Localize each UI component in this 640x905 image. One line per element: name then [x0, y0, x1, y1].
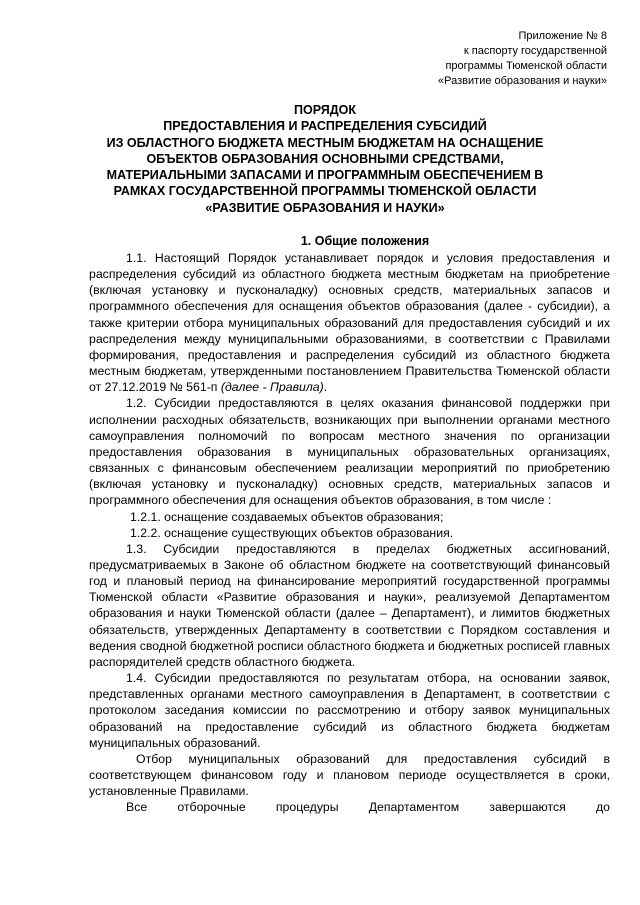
paragraph-1-2: 1.2. Субсидии предоставляются в целях оказания финансовой поддержки при исполнении расходных обязательств, возникающих при выполнении органами местного самоуправления полномочий по вопросам местного значения по организации предоставления образования в муниципальных образовательных организациях, связанных с финансовым обеспечением реализации мероприятий по приобретению (включая установку и пусконаладку) основных средств, материальных запасов и программного обеспечения для оснащения объектов образования, в том числе : — [89, 396, 610, 508]
paragraph-1-4: 1.4. Субсидии предоставляются по результатам отбора, на основании заявок, представленных органами местного самоуправления в Департамент, в соответствии с протоколом заседания комиссии по рассмотрению и отбору заявок муниципальных образований на предоставление субсидий из областного бюджета бюджетам муниципальных образований. — [89, 671, 610, 750]
title-line: РАМКАХ ГОСУДАРСТВЕННОЙ ПРОГРАММЫ ТЮМЕНСКОЙ ОБЛАСТИ — [113, 184, 537, 199]
annex-line: программы Тюменской области — [445, 60, 607, 72]
paragraph-selection: Отбор муниципальных образований для предоставления субсидий в соответствующем финансовом году и плановом периоде осуществляется в сроки, установленные Правилами. — [89, 751, 610, 799]
title-line: «РАЗВИТИЕ ОБРАЗОВАНИЯ И НАУКИ» — [205, 200, 445, 215]
document-body — [89, 250, 610, 815]
annex-line: Приложение № 8 — [518, 30, 607, 42]
paragraph-1-1-italic: (далее - Правила) — [220, 380, 324, 395]
title-line: ПОРЯДОК — [294, 103, 356, 117]
paragraph-1-1-text: 1.1. Настоящий Порядок устанавливает порядок и условия предоставления и распределения субсидий из областного бюджета местным бюджетам на приобретение (включая установку и пусконаладку) основных средств, материальных запасов и программного обеспечения для оснащения объектов образования (далее - субсидии), а также критерии отбора муниципальных образований для предоставления субсидий и их распределения между муниципальными образованиями, в соответствии с Правилами формирования, предоставления и распределения субсидий из областного бюджета местным бюджетам, утвержденными постановлением Правительства Тюменской области от 27.12.2019 № 561-п — [89, 251, 610, 395]
paragraph-last: Все отборочные процедуры Департаментом завершаются до — [126, 800, 610, 815]
annex-line: «Развитие образования и науки» — [438, 75, 607, 87]
section-heading: 1. Общие положения — [300, 234, 430, 248]
title-line: ИЗ ОБЛАСТНОГО БЮДЖЕТА МЕСТНЫМ БЮДЖЕТАМ НА ОСНАЩЕНИЕ — [106, 135, 544, 150]
annex-note — [438, 29, 607, 89]
annex-line: к паспорту государственной — [463, 45, 607, 57]
paragraph-1-3: 1.3. Субсидии предоставляются в пределах бюджетных ассигнований, предусматриваемых в Законе об областном бюджете на соответствующий финансовый год и плановый период на финансирование мероприятий государственной программы Тюменской области «Развитие образования и науки», реализуемой Департаментом образования и науки Тюменской области (далее – Департамент), и лимитов бюджетных обязательств, утвержденных Департаменту в соответствии с Порядком составления и ведения сводной бюджетной росписи областного бюджета и бюджетных росписей главных распорядителей средств областного бюджета. — [89, 541, 610, 669]
title-line: ОБЪЕКТОВ ОБРАЗОВАНИЯ ОСНОВНЫМИ СРЕДСТВАМИ, — [146, 151, 504, 166]
paragraph-1-1-end: . — [323, 380, 328, 395]
document-title — [90, 102, 560, 216]
title-line: ПРЕДОСТАВЛЕНИЯ И РАСПРЕДЕЛЕНИЯ СУБСИДИЙ — [163, 119, 487, 134]
title-line: МАТЕРИАЛЬНЫМИ ЗАПАСАМИ И ПРОГРАММНЫМ ОБЕСПЕЧЕНИЕМ В — [106, 168, 544, 183]
paragraph-1-2-2: 1.2.2. оснащение существующих объектов образования. — [130, 525, 454, 540]
paragraph-1-2-1: 1.2.1. оснащение создаваемых объектов образования; — [130, 509, 444, 524]
paragraph-1-1 — [89, 250, 610, 395]
